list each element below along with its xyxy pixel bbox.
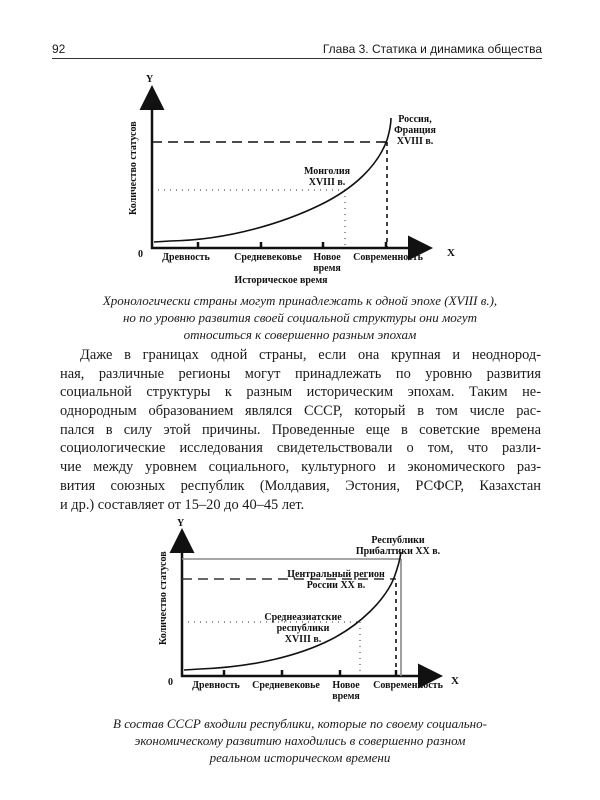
caption-line: В состав СССР входили республики, которые по своему социально- — [113, 716, 487, 731]
fig2-tick-label-medieval: Средневековье — [252, 680, 320, 691]
fig1-x-letter: X — [447, 247, 455, 259]
fig2-low-label-2: республики — [276, 623, 330, 634]
fig2-y-label: Количество статусов — [158, 551, 169, 645]
fig2-tick-label-modern-1: Новое — [332, 680, 360, 691]
fig1-mid-label-1: Монголия — [303, 166, 351, 177]
page-number: 92 — [52, 42, 66, 56]
fig2-mid-label-1: Центральный регион — [287, 569, 385, 580]
body-paragraph — [60, 346, 541, 514]
fig1-tick-label-modern-2: время — [313, 263, 341, 274]
fig2-origin: 0 — [168, 677, 173, 688]
fig1-tick-label-medieval: Средневековье — [234, 252, 302, 263]
paragraph-line: и др.) составляет от 15–20 до 40–45 лет. — [60, 496, 305, 513]
figure2-caption — [60, 715, 540, 766]
fig2-mid-label-2: России XX в. — [306, 580, 366, 591]
paragraph-line: социологические исследования свидетельствовали о том, что разли- — [60, 440, 541, 457]
caption-line: но по уровню развития своей социальной структуры они могут — [122, 310, 478, 325]
chapter-title: Глава 3. Статика и динамика общества — [322, 42, 542, 56]
fig1-y-label: Количество статусов — [128, 121, 139, 215]
caption-line: относиться к совершенно разным эпохам — [183, 327, 417, 342]
caption-line: экономическому развитию находились в совершенно разном — [134, 733, 466, 748]
paragraph-line: социальной структуры к разным историческим эпохам. Таким не- — [60, 384, 541, 401]
fig2-tick-label-ancient: Древность — [192, 680, 240, 691]
caption-line: реальном историческом времени — [209, 750, 391, 765]
paragraph-line: вития союзных республик (Молдавия, Эстония, РСФСР, Казахстан — [60, 477, 541, 494]
fig1-origin: 0 — [138, 249, 143, 260]
fig1-tick-label-ancient: Древность — [162, 252, 210, 263]
fig2-tick-label-contemporary: Современность — [373, 680, 443, 691]
fig2-top-label-1: Республики — [371, 535, 425, 546]
fig1-mid-label-2: XVIII в. — [308, 177, 346, 188]
fig1-y-letter: Y — [146, 74, 154, 85]
caption-line: Хронологически страны могут принадлежать к одной эпохе (XVIII в.), — [102, 293, 498, 308]
fig2-top-label-2: Прибалтики XX в. — [355, 546, 441, 557]
fig2-low-label-3: XVIII в. — [284, 634, 322, 645]
paragraph-line: однородным образованием являлся СССР, который в том числе рас- — [60, 403, 541, 420]
fig1-top-label-2: Франция — [394, 125, 436, 136]
fig1-tick-label-contemporary: Современность — [353, 252, 423, 263]
fig1-curve — [154, 118, 391, 242]
paragraph-line: чие между уровнем социального, культурного и экономического раз- — [60, 459, 541, 476]
paragraph-line: ная, различные регионы могут принадлежать по уровню развития — [60, 365, 541, 382]
fig2-low-label-1: Среднеазиатские — [264, 612, 342, 623]
fig1-top-label-3: XVIII в. — [396, 136, 434, 147]
fig1-top-label-1: Россия, — [398, 114, 432, 125]
fig2-x-letter: X — [451, 675, 459, 687]
paragraph-line: Даже в границах одной страны, если она крупная и неоднород- — [80, 347, 541, 363]
fig2-tick-label-modern-2: время — [332, 691, 360, 702]
fig1-tick-label-modern-1: Новое — [313, 252, 341, 263]
figure1-caption — [60, 292, 540, 343]
fig1-x-title: Историческое время — [234, 275, 328, 286]
fig2-y-letter: Y — [177, 518, 185, 529]
paragraph-line: пался в силу этой причины. Проведенные еще в советские времена — [60, 421, 541, 438]
